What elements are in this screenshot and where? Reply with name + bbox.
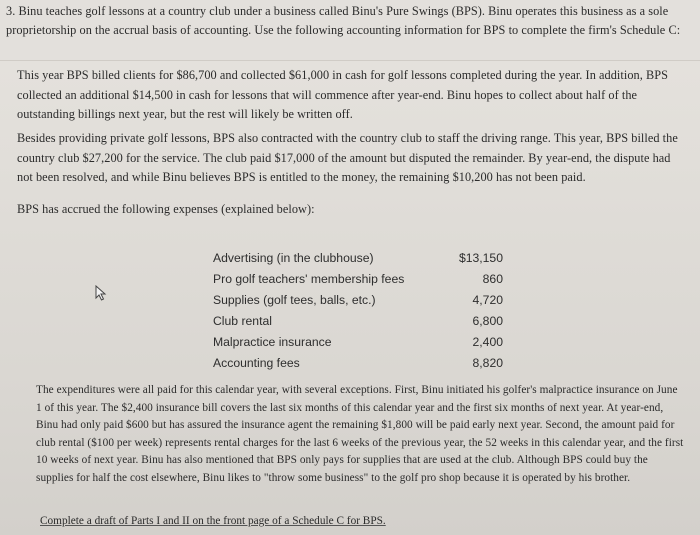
expense-row [213, 269, 503, 290]
driving-range-paragraph: Besides providing private golf lessons, BPS also contracted with the country club to staff the driving range. This year, BPS billed the country club $27,200 for the service. The club paid $17,000 of the amount but disputed the remainder. By year-end, the dispute had not been resolved, and while Binu believes BPS is entitled to the money, the remaining $10,200 has not been paid. [17, 131, 678, 184]
expense-label: Malpractice insurance [213, 335, 332, 349]
expense-row [213, 353, 503, 374]
expense-label: Club rental [213, 314, 272, 328]
expenses-intro-paragraph: BPS has accrued the following expenses (explained below): [17, 202, 315, 216]
expense-label: Advertising (in the clubhouse) [213, 251, 374, 265]
question-header-block [0, 0, 700, 61]
expense-row [213, 311, 503, 332]
expense-row [213, 332, 503, 353]
expense-label: Accounting fees [213, 356, 300, 370]
expense-amount: 8,820 [472, 356, 503, 370]
expense-amount: 6,800 [472, 314, 503, 328]
expense-row [213, 248, 503, 269]
expenditure-details-paragraph: The expenditures were all paid for this calendar year, with several exceptions. First, Binu initiated his golfer's malpractice insurance on June 1 of this year. The $2,400 insurance bill covers the last six months of this calendar year and the first six months of next year. At year-end, Binu had only paid $600 but has assured the insurance agent the remaining $1,800 will be paid early next year. Second, the amount paid for club rental ($100 per week) represents rental charges for the last 6 weeks of the previous year, the 52 weeks in this calendar year, and the first 10 weeks of next year. Binu has also mentioned that BPS only pays for supplies that are used at the club. Although BPS could buy the supplies for half the cost elsewhere, Binu likes to "throw some business" to the golf pro shop because it is operated by his brother. [36, 384, 684, 484]
expense-amount: 4,720 [472, 293, 503, 307]
task-instruction [40, 513, 680, 530]
expense-amount: $13,150 [458, 251, 503, 265]
mouse-pointer-icon [95, 285, 107, 301]
task-instruction-text: Complete a draft of Parts I and II on the front page of a Schedule C for BPS. [40, 515, 386, 527]
revenue-paragraph: This year BPS billed clients for $86,700 and collected $61,000 in cash for golf lessons completed during the year. In addition, BPS collected an additional $14,500 in cash for lessons that will commence after year-end. Binu hopes to collect about half of the outstanding billings next year, but the rest will likely be written off. [17, 68, 668, 121]
expense-label: Pro golf teachers' membership fees [213, 272, 405, 286]
expense-row [213, 290, 503, 311]
expense-table [213, 248, 503, 374]
question-intro: 3. Binu teaches golf lessons at a country club under a business called Binu's Pure Swings (BPS). Binu operates this business as a sole proprietorship on the accrual basis of accounting. Use the following accounting information for BPS to complete the firm's Schedule C: [6, 4, 681, 37]
expense-amount: 860 [482, 272, 503, 286]
expense-amount: 2,400 [472, 335, 503, 349]
expense-label: Supplies (golf tees, balls, etc.) [213, 293, 376, 307]
